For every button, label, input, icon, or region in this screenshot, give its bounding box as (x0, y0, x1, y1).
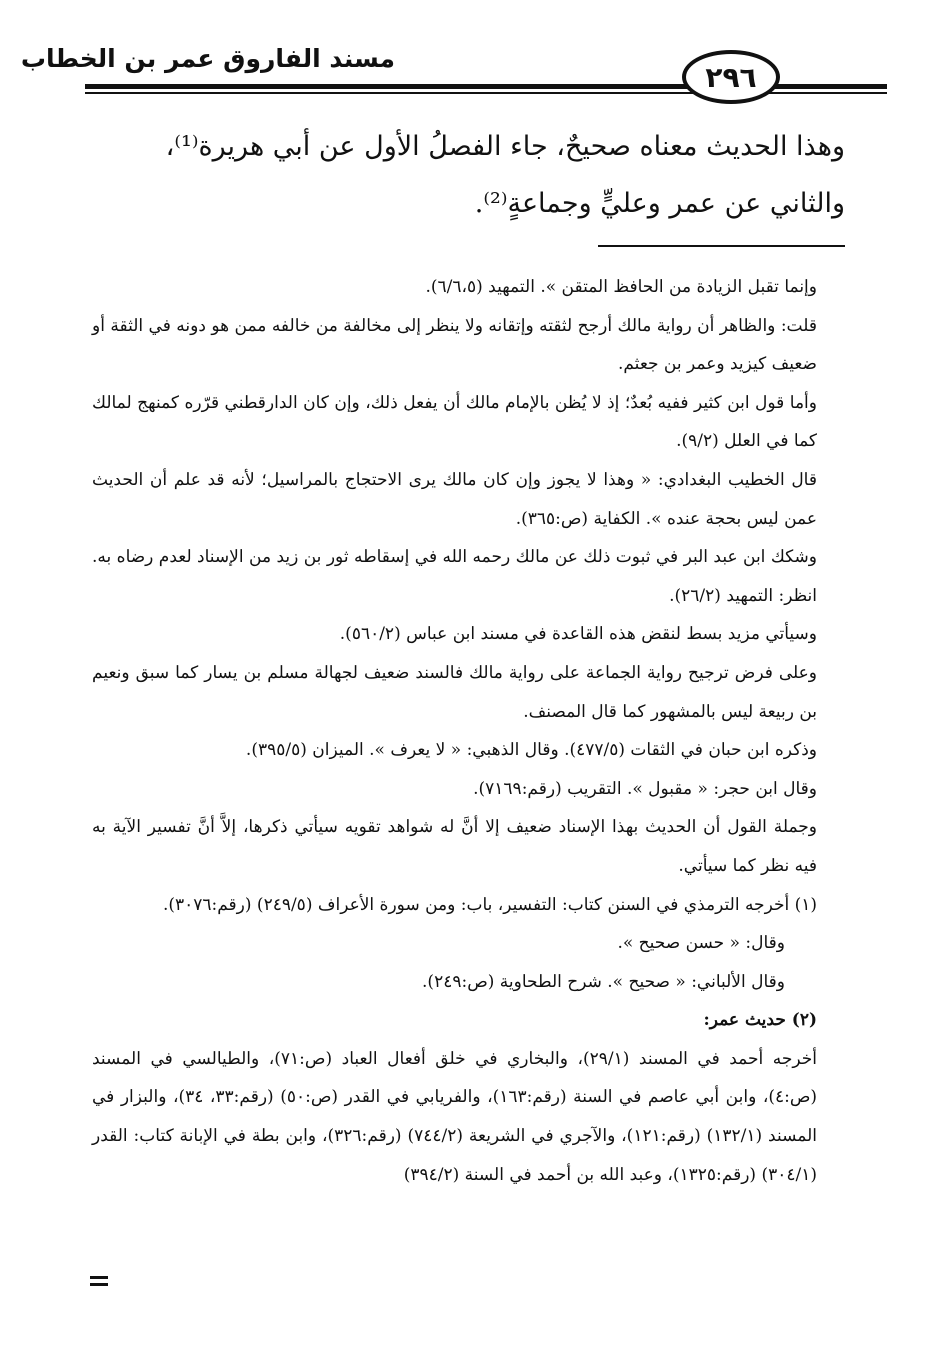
footnote-1-quote: وقال: « حسن صحيح ». (617, 933, 785, 954)
note-paragraph: وأما قول ابن كثير ففيه بُعدٌ؛ إذ لا يُظن بالإمام مالك أن يفعل ذلك، وإن كان الدارقطني قرّره كمنهج لمالك كما في العلل (٩/٢). (92, 392, 817, 452)
note-paragraph: قلت: والظاهر أن رواية مالك أرجح لثقته وإتقانه ولا ينظر إلى مخالفة من خالفه ممن هو دونه في الثقة أو ضعيف كيزيد وعمر بن جعثم. (92, 315, 817, 375)
note-paragraph: وإنما تقبل الزيادة من الحافظ المتقن ». التمهيد (٦/٦،٥). (425, 277, 817, 297)
note-paragraph: وذكره ابن حبان في الثقات (٤٧٧/٥). وقال الذهبي: « لا يعرف ». الميزان (٣٩٥/٥). (245, 740, 817, 761)
main-text-line: وهذا الحديث معناه صحيحٌ، جاء الفصلُ الأول عن أبي هريرة⁽¹⁾، (165, 131, 845, 162)
continuation-bar (90, 1276, 108, 1279)
footnotes (92, 268, 817, 1194)
continuation-bar (90, 1283, 108, 1286)
page-number: ٢٩٦ (682, 50, 780, 104)
footnote-2-body: أخرجه أحمد في المسند (٢٩/١)، والبخاري في خلق أفعال العباد (ص:٧١)، والطيالسي في المسند (ص:٤)، وابن أبي عاصم في السنة (رقم:١٦٣)، والفريابي في القدر (ص:٥٠) (رقم:٣٣، ٣٤)، والبزار في المسند (١٣٢/١) (رقم:١٢١)، والآجري في الشريعة (٧٤٤/٢) (رقم:٣٢٦)، وابن بطة في الإبانة كتاب: القدر (٣٠٤/١) (رقم:١٣٢٥)، وعبد الله بن أحمد في السنة (٣٩٤/٢) (92, 1048, 818, 1185)
footnote-separator (598, 245, 845, 247)
note-paragraph: وقال ابن حجر: « مقبول ». التقريب (رقم:٧١٦٩). (473, 778, 817, 799)
main-text (45, 118, 845, 232)
footnote-2-heading: (٢) حديث عمر: (703, 1010, 817, 1031)
main-text-line: والثاني عن عمر وعليٍّ وجماعةٍ⁽²⁾. (474, 188, 845, 219)
note-paragraph: وعلى فرض ترجيح رواية الجماعة على رواية مالك فالسند ضعيف لجهالة مسلم بن يسار كما سبق ونعيم بن ربيعة ليس بالمشهور كما قال المصنف. (92, 662, 817, 722)
footnote-1: (١) أخرجه الترمذي في السنن كتاب: التفسير، باب: ومن سورة الأعراف (٢٤٩/٥) (رقم:٣٠٧٦). (162, 894, 817, 915)
continuation-mark (90, 1276, 108, 1290)
book-title: مسند الفاروق عمر بن الخطاب (20, 44, 395, 73)
page-header (0, 0, 950, 110)
note-paragraph: وسيأتي مزيد بسط لنقض هذه القاعدة في مسند ابن عباس (٥٦٠/٢). (339, 624, 817, 645)
note-paragraph: وجملة القول أن الحديث بهذا الإسناد ضعيف إلا أنَّ له شواهد تقويه سيأتي ذكرها، إلاَّ أنَّ تفسير الآية به فيه نظر كما سيأتي. (92, 817, 817, 876)
note-paragraph: قال الخطيب البغدادي: « وهذا لا يجوز وإن كان مالك يرى الاحتجاج بالمراسيل؛ لأنه قد علم أن الحديث عمن ليس بحجة عنده ». الكفاية (ص:٣٦٥). (92, 469, 817, 529)
note-paragraph: وشكك ابن عبد البر في ثبوت ذلك عن مالك رحمه الله في إسقاطه ثور بن زيد من الإسناد لعدم رضاه به. انظر: التمهيد (٢٦/٢). (92, 547, 817, 606)
footnote-1-albani: وقال الألباني: « صحيح ». شرح الطحاوية (ص:٢٤٩). (422, 971, 785, 992)
